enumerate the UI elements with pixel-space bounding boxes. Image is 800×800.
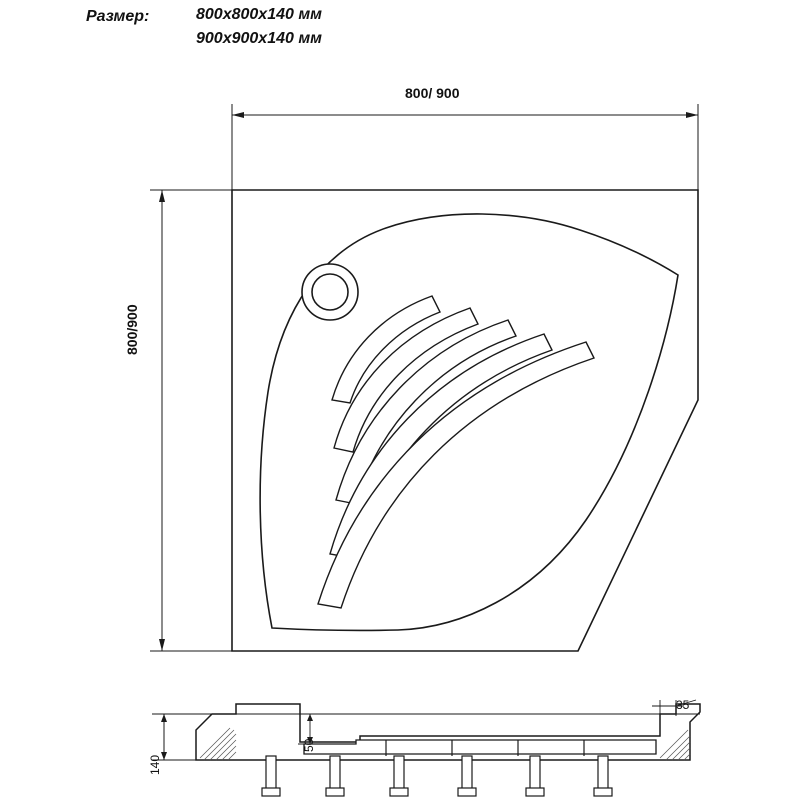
top-dimension	[232, 104, 698, 190]
size-caption: Размер:	[86, 8, 150, 25]
section-height-label: 140	[148, 754, 162, 775]
drain-circle-icon	[302, 264, 358, 320]
top-dimension-label: 800/ 900	[405, 85, 460, 101]
size-value-900: 900x900x140 мм	[196, 30, 322, 47]
section-legs	[262, 756, 612, 796]
section-height-dimension	[152, 714, 196, 760]
section-flange-width-label: 35	[676, 698, 690, 712]
section-panel	[304, 740, 656, 754]
shower-tray-section-view	[152, 700, 700, 796]
left-dimension-label: 800/900	[124, 304, 140, 355]
left-dimension	[150, 190, 232, 651]
shower-tray-plan-view	[232, 190, 698, 651]
section-inner-height-label: 50	[302, 738, 316, 752]
size-value-800: 800x800x140 мм	[196, 6, 322, 23]
